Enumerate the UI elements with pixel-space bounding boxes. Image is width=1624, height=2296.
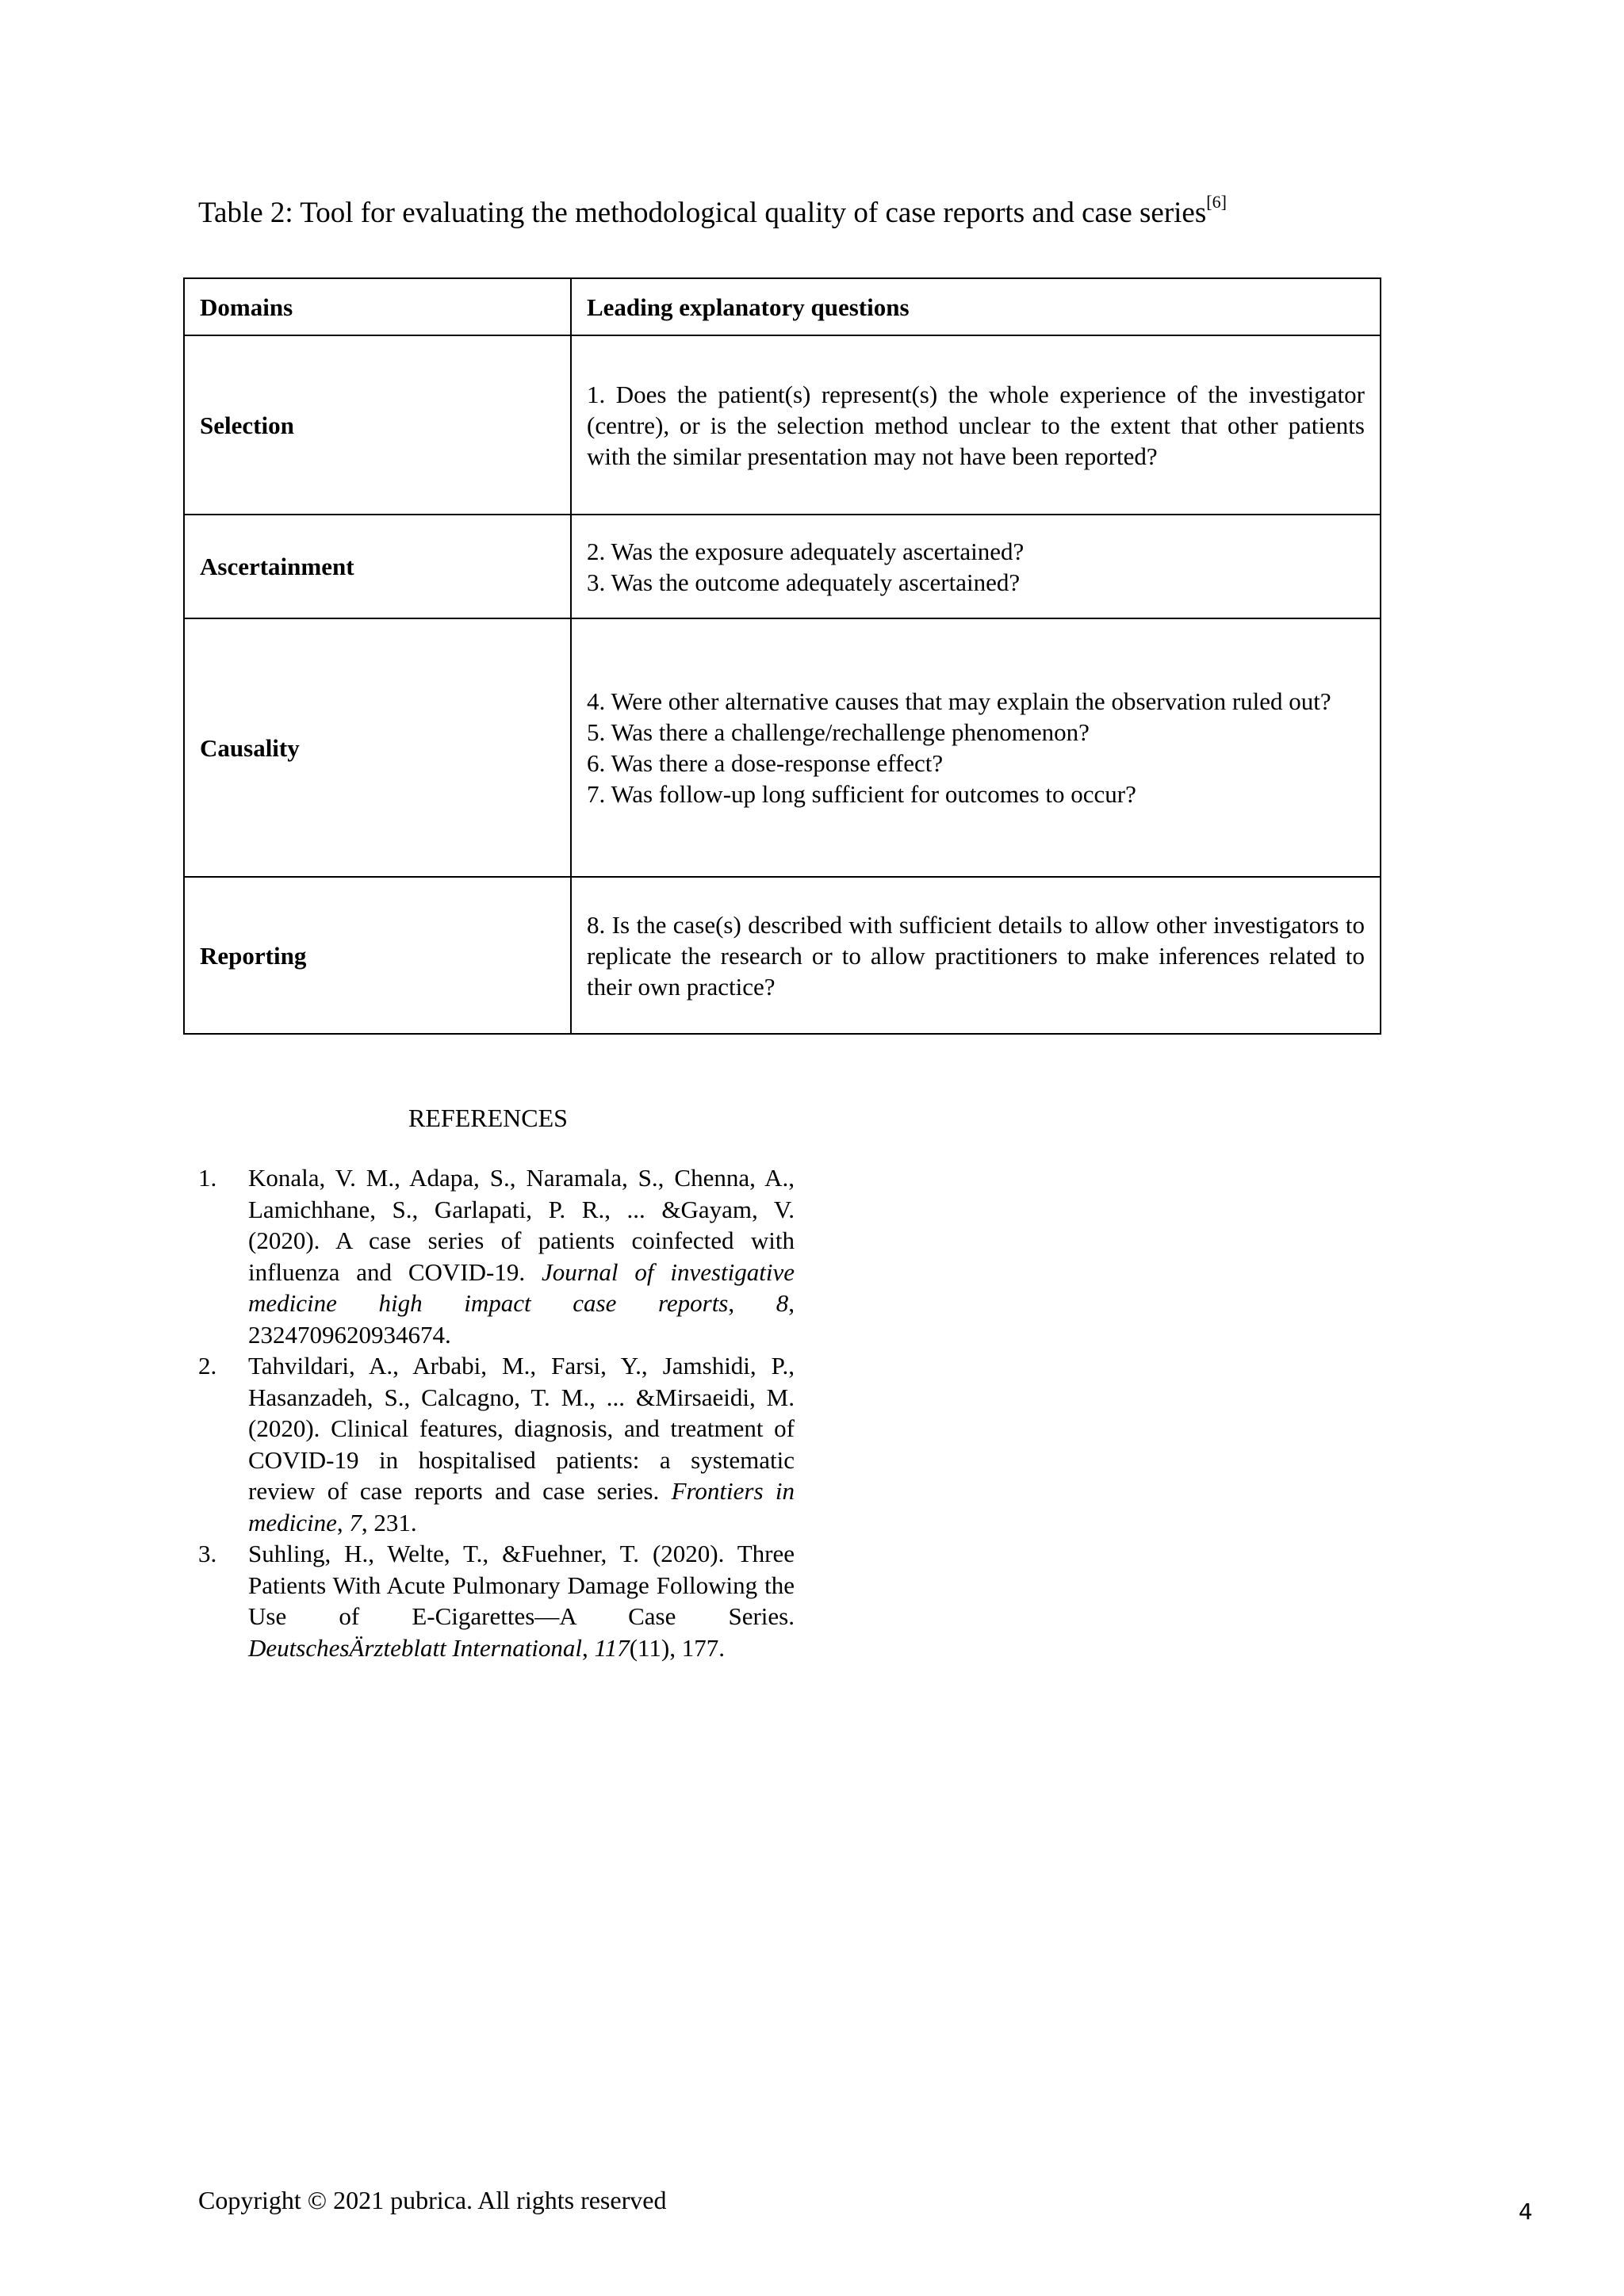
question-4: 4. Were other alternative causes that may explain the observation ruled out?	[587, 687, 1331, 715]
domain-reporting: Reporting	[184, 877, 571, 1034]
reference-volume: 8	[776, 1289, 789, 1317]
table-row-reporting	[184, 877, 1381, 1034]
questions-causality	[571, 618, 1381, 877]
header-questions: Leading explanatory questions	[571, 278, 1381, 335]
domain-causality: Causality	[184, 618, 571, 877]
quality-assessment-table	[183, 277, 1381, 1035]
questions-selection	[571, 335, 1381, 515]
reference-pages: (11), 177.	[629, 1633, 725, 1662]
copyright-footer: Copyright © 2021 pubrica. All rights reserved	[198, 2186, 667, 2214]
question-1: 1. Does the patient(s) represent(s) the whole experience of the investigator (centre), or is the selection method unclear to the extent that other patients with the similar presentation may not have been reported?	[587, 380, 1365, 470]
references-list	[198, 1162, 795, 1663]
reference-text: Konala, V. M., Adapa, S., Naramala, S., Chenna, A., Lamichhane, S., Garlapati, P. R., ... &Gayam, V. (2020). A case series of patients coinfected with influenza and COVID-19.	[248, 1164, 795, 1286]
reference-pages: , 231.	[361, 1508, 417, 1536]
table-caption-citation: [6]	[1206, 192, 1227, 212]
questions-reporting	[571, 877, 1381, 1034]
table-header-row	[184, 278, 1381, 335]
reference-text: Suhling, H., Welte, T., &Fuehner, T. (2020). Three Patients With Acute Pulmonary Damage Following the Use of E-Cigarettes—A Case Series.	[248, 1540, 795, 1630]
reference-pages: , 2324709620934674.	[248, 1289, 795, 1349]
table-row-causality	[184, 618, 1381, 877]
reference-volume: 117	[594, 1633, 630, 1662]
header-domains: Domains	[184, 278, 571, 335]
reference-number: 2.	[198, 1352, 217, 1380]
question-2: 2. Was the exposure adequately ascertained?	[587, 537, 1025, 565]
domain-ascertainment: Ascertainment	[184, 515, 571, 618]
reference-journal: Frontiers in medicine	[248, 1477, 795, 1536]
reference-volume: 7	[349, 1508, 362, 1536]
reference-journal: DeutschesÄrzteblatt International	[248, 1633, 583, 1662]
reference-separator: ,	[336, 1508, 350, 1536]
question-3: 3. Was the outcome adequately ascertained?	[587, 568, 1021, 596]
table-row-selection	[184, 335, 1381, 515]
reference-item	[198, 1162, 795, 1350]
questions-ascertainment	[571, 515, 1381, 618]
reference-item	[198, 1350, 795, 1538]
reference-text: Tahvildari, A., Arbabi, M., Farsi, Y., Jamshidi, P., Hasanzadeh, S., Calcagno, T. M., ... &Mirsaeidi, M. (2020). Clinical features, diagnosis, and treatment of COVID-19 in hospitalised patients: a systematic review of case reports and case series.	[248, 1352, 795, 1505]
reference-separator: ,	[582, 1633, 595, 1662]
question-8: 8. Is the case(s) described with sufficient details to allow other investigators to replicate the research or to allow practitioners to make inferences related to their own practice?	[587, 910, 1365, 1001]
reference-journal: Journal of investigative medicine high impact case reports	[248, 1257, 795, 1317]
question-5: 5. Was there a challenge/rechallenge phenomenon?	[587, 718, 1090, 746]
references-heading: REFERENCES	[408, 1104, 568, 1132]
table-caption	[198, 194, 1227, 232]
table-row-ascertainment	[184, 515, 1381, 618]
question-6: 6. Was there a dose-response effect?	[587, 749, 944, 777]
reference-number: 1.	[198, 1164, 217, 1192]
reference-number: 3.	[198, 1540, 217, 1567]
page-number: 4	[1519, 2198, 1533, 2225]
question-7: 7. Was follow-up long sufficient for outcomes to occur?	[587, 780, 1136, 808]
reference-item	[198, 1538, 795, 1663]
table-caption-text: Table 2: Tool for evaluating the methodological quality of case reports and case series	[198, 197, 1207, 229]
domain-selection: Selection	[184, 335, 571, 515]
reference-separator: ,	[728, 1289, 776, 1317]
